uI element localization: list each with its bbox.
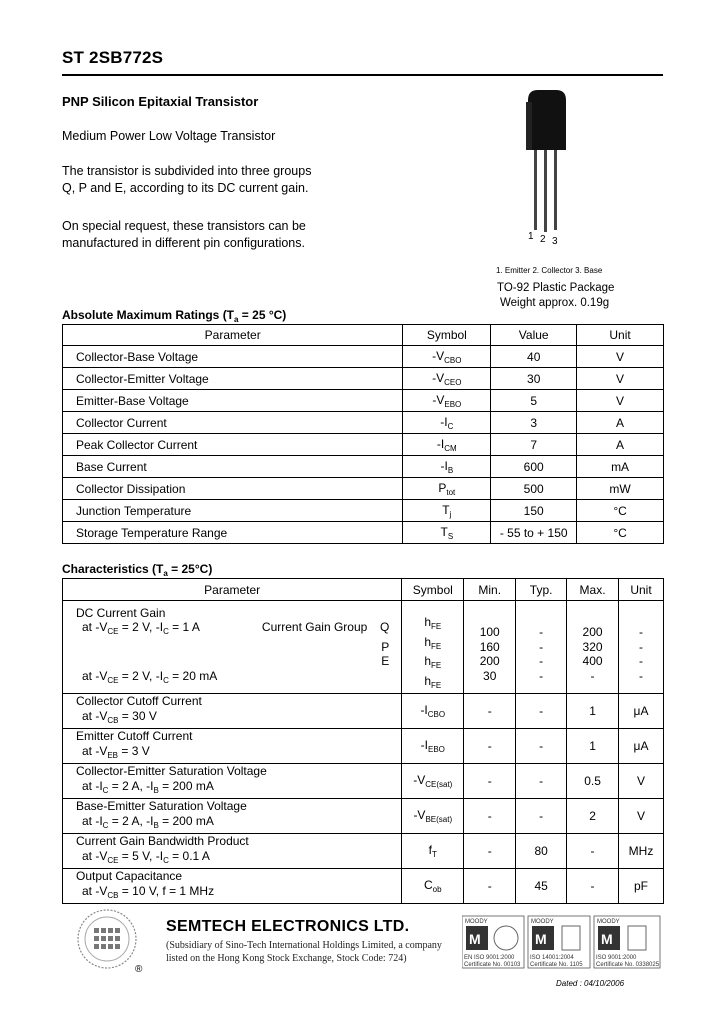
chars-typ: - xyxy=(516,694,567,729)
dc-gain-symbol: $h_{FE}$ $h_{FE}$ $h_{FE}$ $h_{FE}$ xyxy=(402,601,464,694)
svg-text:MOODY: MOODY xyxy=(465,919,488,925)
chars-row xyxy=(63,729,664,764)
to92-package-image xyxy=(510,82,590,252)
chars-condition: at $-V_{CB} = 10$ V, f = 1 MHz xyxy=(82,883,215,900)
chars-min: - xyxy=(464,764,516,799)
abs-max-title: Absolute Maximum Ratings ($T_a = 25$ °C) xyxy=(62,308,287,324)
abs-value: 7 xyxy=(491,434,577,456)
abs-value: 30 xyxy=(491,368,577,390)
chars-condition: at $-V_{EB} = 3$ V xyxy=(82,743,150,760)
svg-text:Certificate No. 00103: Certificate No. 00103 xyxy=(464,962,521,968)
chars-condition: at $-I_C = 2$ A, $-I_B = 200$ mA xyxy=(82,813,214,830)
svg-text:M: M xyxy=(469,931,481,947)
chars-max: 2 xyxy=(567,799,619,834)
chars-row xyxy=(63,869,664,904)
chars-max: 0.5 xyxy=(567,764,619,799)
col-value: Value xyxy=(491,325,577,346)
svg-text:M: M xyxy=(535,931,547,947)
chars-unit: MHz xyxy=(619,834,664,869)
gain-group-label: Current Gain Group xyxy=(261,620,368,635)
product-subtitle: PNP Silicon Epitaxial Transistor xyxy=(62,94,259,109)
abs-value: 5 xyxy=(491,390,577,412)
group-p: P xyxy=(381,639,390,654)
chars-condition: at $-V_{CB} = 30$ V xyxy=(82,708,157,725)
col-symbol: Symbol xyxy=(403,325,491,346)
abs-max-header-row xyxy=(63,325,664,346)
chars-param xyxy=(63,764,402,799)
registered-mark: ® xyxy=(135,964,143,975)
document-title: ST 2SB772S xyxy=(62,48,164,67)
chars-param-name: Output Capacitance xyxy=(76,869,183,883)
chars-typ: - xyxy=(516,764,567,799)
chars-condition: at $-V_{CE} = 5$ V, $-I_C = 0.1$ A xyxy=(82,848,210,865)
title-rule xyxy=(62,74,663,76)
abs-symbol: $-I_{CM}$ xyxy=(403,434,491,456)
chars-row xyxy=(63,694,664,729)
abs-param: Junction Temperature xyxy=(63,500,403,522)
abs-unit: °C xyxy=(577,500,664,522)
abs-max-row xyxy=(63,478,664,500)
abs-symbol: $-I_B$ xyxy=(403,456,491,478)
chars-max: - xyxy=(567,834,619,869)
abs-max-row xyxy=(63,522,664,544)
cert-badge-3 xyxy=(594,916,660,968)
abs-max-row xyxy=(63,390,664,412)
dc-gain-typ: - - - - xyxy=(516,601,567,694)
abs-symbol: $-V_{CBO}$ xyxy=(403,346,491,368)
chars-typ: - xyxy=(516,729,567,764)
package-info xyxy=(497,281,614,311)
abs-max-row xyxy=(63,412,664,434)
col-min: Min. xyxy=(464,579,516,601)
abs-symbol: $-V_{CEO}$ xyxy=(403,368,491,390)
chars-typ: - xyxy=(516,799,567,834)
abs-param: Collector Current xyxy=(63,412,403,434)
abs-symbol: $-I_C$ xyxy=(403,412,491,434)
abs-max-row xyxy=(63,456,664,478)
svg-text:MOODY: MOODY xyxy=(531,919,554,925)
col-unit: Unit xyxy=(619,579,664,601)
characteristics-table xyxy=(62,578,664,904)
cert-badge-2 xyxy=(528,916,590,968)
chars-param-name: Collector Cutoff Current xyxy=(76,694,202,708)
col-symbol: Symbol xyxy=(402,579,464,601)
semtech-logo xyxy=(76,908,138,970)
abs-param: Peak Collector Current xyxy=(63,434,403,456)
abs-max-row xyxy=(63,434,664,456)
chars-param xyxy=(63,694,402,729)
abs-value: 3 xyxy=(491,412,577,434)
pin-label-2: 2 xyxy=(540,234,546,245)
abs-unit: V xyxy=(577,368,664,390)
dc-gain-max: 200 320 400 - xyxy=(567,601,619,694)
chars-param xyxy=(63,869,402,904)
special-line-2: manufactured in different pin configurations. xyxy=(62,236,305,250)
chars-symbol: $-V_{CE(sat)}$ xyxy=(402,764,464,799)
abs-param: Base Current xyxy=(63,456,403,478)
pin-label-1: 1 xyxy=(528,231,534,242)
chars-max: 1 xyxy=(567,694,619,729)
dc-cond-2: at $-V_{CE} = 2$ V, $-I_C = 20$ mA xyxy=(82,668,218,685)
abs-unit: °C xyxy=(577,522,664,544)
special-line-1: On special request, these transistors can be xyxy=(62,219,306,233)
abs-value: 600 xyxy=(491,456,577,478)
groups-line-1: The transistor is subdivided into three groups xyxy=(62,164,312,178)
chars-min: - xyxy=(464,834,516,869)
abs-param: Emitter-Base Voltage xyxy=(63,390,403,412)
chars-param xyxy=(63,729,402,764)
col-parameter: Parameter xyxy=(63,579,402,601)
dc-gain-min: 100 160 200 30 xyxy=(464,601,516,694)
company-subsidiary xyxy=(166,939,442,965)
abs-symbol: $T_S$ xyxy=(403,522,491,544)
characteristics-title: Characteristics $(T_a = 25^\circ C)$ xyxy=(62,562,213,578)
certification-logos xyxy=(462,914,662,974)
dated-stamp: Dated : 04/10/2006 xyxy=(556,979,625,988)
chars-param xyxy=(63,799,402,834)
abs-param: Collector-Base Voltage xyxy=(63,346,403,368)
chars-min: - xyxy=(464,729,516,764)
abs-value: 150 xyxy=(491,500,577,522)
abs-symbol: $P_{tot}$ xyxy=(403,478,491,500)
group-q: Q xyxy=(379,620,390,635)
product-description: Medium Power Low Voltage Transistor xyxy=(62,129,276,143)
chars-param-name: Collector-Emitter Saturation Voltage xyxy=(76,764,267,778)
company-name: SEMTECH ELECTRONICS LTD. xyxy=(166,918,410,935)
chars-param-name: Current Gain Bandwidth Product xyxy=(76,834,249,848)
special-request-paragraph xyxy=(62,218,306,252)
chars-condition: at $-I_C = 2$ A, $-I_B = 200$ mA xyxy=(82,778,214,795)
chars-row xyxy=(63,764,664,799)
svg-text:Certificate No. 0338025: Certificate No. 0338025 xyxy=(596,962,660,968)
chars-unit: μA xyxy=(619,729,664,764)
chars-symbol: $-I_{EBO}$ xyxy=(402,729,464,764)
pin-legend: 1. Emitter 2. Collector 3. Base xyxy=(496,266,603,275)
chars-row xyxy=(63,834,664,869)
abs-symbol: $T_j$ xyxy=(403,500,491,522)
dc-gain-name: DC Current Gain xyxy=(76,605,166,620)
svg-text:Certificate No. 1105: Certificate No. 1105 xyxy=(530,962,583,968)
abs-unit: V xyxy=(577,346,664,368)
chars-unit: μA xyxy=(619,694,664,729)
dc-gain-row xyxy=(63,601,664,694)
chars-symbol: $-I_{CBO}$ xyxy=(402,694,464,729)
svg-text:MOODY: MOODY xyxy=(597,919,620,925)
chars-typ: 45 xyxy=(516,869,567,904)
abs-param: Collector Dissipation xyxy=(63,478,403,500)
abs-value: - 55 to + 150 xyxy=(491,522,577,544)
col-unit: Unit xyxy=(577,325,664,346)
groups-paragraph xyxy=(62,163,311,197)
svg-text:ISO 14001:2004: ISO 14001:2004 xyxy=(530,955,574,961)
abs-value: 500 xyxy=(491,478,577,500)
chars-row xyxy=(63,799,664,834)
chars-max: 1 xyxy=(567,729,619,764)
abs-value: 40 xyxy=(491,346,577,368)
subsidiary-line-1: (Subsidiary of Sino-Tech International Holdings Limited, a company xyxy=(166,940,442,951)
svg-text:ISO 9001:2000: ISO 9001:2000 xyxy=(596,955,637,961)
col-max: Max. xyxy=(567,579,619,601)
col-parameter: Parameter xyxy=(63,325,403,346)
abs-unit: V xyxy=(577,390,664,412)
col-typ: Typ. xyxy=(516,579,567,601)
groups-line-2: Q, P and E, according to its DC current gain. xyxy=(62,181,309,195)
package-name: TO-92 Plastic Package xyxy=(497,282,615,294)
chars-param xyxy=(63,834,402,869)
abs-symbol: $-V_{EBO}$ xyxy=(403,390,491,412)
pin-label-3: 3 xyxy=(552,236,558,247)
chars-unit: V xyxy=(619,764,664,799)
chars-unit: V xyxy=(619,799,664,834)
chars-unit: pF xyxy=(619,869,664,904)
abs-unit: mW xyxy=(577,478,664,500)
abs-param: Storage Temperature Range xyxy=(63,522,403,544)
chars-min: - xyxy=(464,869,516,904)
abs-unit: A xyxy=(577,412,664,434)
cert-badge-1 xyxy=(462,916,524,968)
subsidiary-line-2: listed on the Hong Kong Stock Exchange, Stock Code: 724) xyxy=(166,953,407,964)
chars-param-name: Base-Emitter Saturation Voltage xyxy=(76,799,247,813)
svg-text:EN ISO 9001:2000: EN ISO 9001:2000 xyxy=(464,955,515,961)
abs-max-row xyxy=(63,368,664,390)
chars-typ: 80 xyxy=(516,834,567,869)
chars-header-row xyxy=(63,579,664,601)
abs-max-table xyxy=(62,324,664,544)
svg-text:M: M xyxy=(601,931,613,947)
chars-min: - xyxy=(464,694,516,729)
chars-max: - xyxy=(567,869,619,904)
chars-symbol: $C_{ob}$ xyxy=(402,869,464,904)
package-weight: Weight approx. 0.19g xyxy=(500,297,610,309)
group-e: E xyxy=(381,654,390,669)
chars-param-name: Emitter Cutoff Current xyxy=(76,729,193,743)
abs-max-row xyxy=(63,346,664,368)
dc-gain-param xyxy=(63,601,402,694)
abs-unit: A xyxy=(577,434,664,456)
chars-symbol: $f_T$ xyxy=(402,834,464,869)
abs-param: Collector-Emitter Voltage xyxy=(63,368,403,390)
dc-gain-unit: - - - - xyxy=(619,601,664,694)
abs-max-row xyxy=(63,500,664,522)
chars-symbol: $-V_{BE(sat)}$ xyxy=(402,799,464,834)
dc-cond-1: at $-V_{CE} = 2$ V, $-I_C = 1$ A Current Gain Group Q xyxy=(82,620,390,637)
abs-unit: mA xyxy=(577,456,664,478)
chars-min: - xyxy=(464,799,516,834)
